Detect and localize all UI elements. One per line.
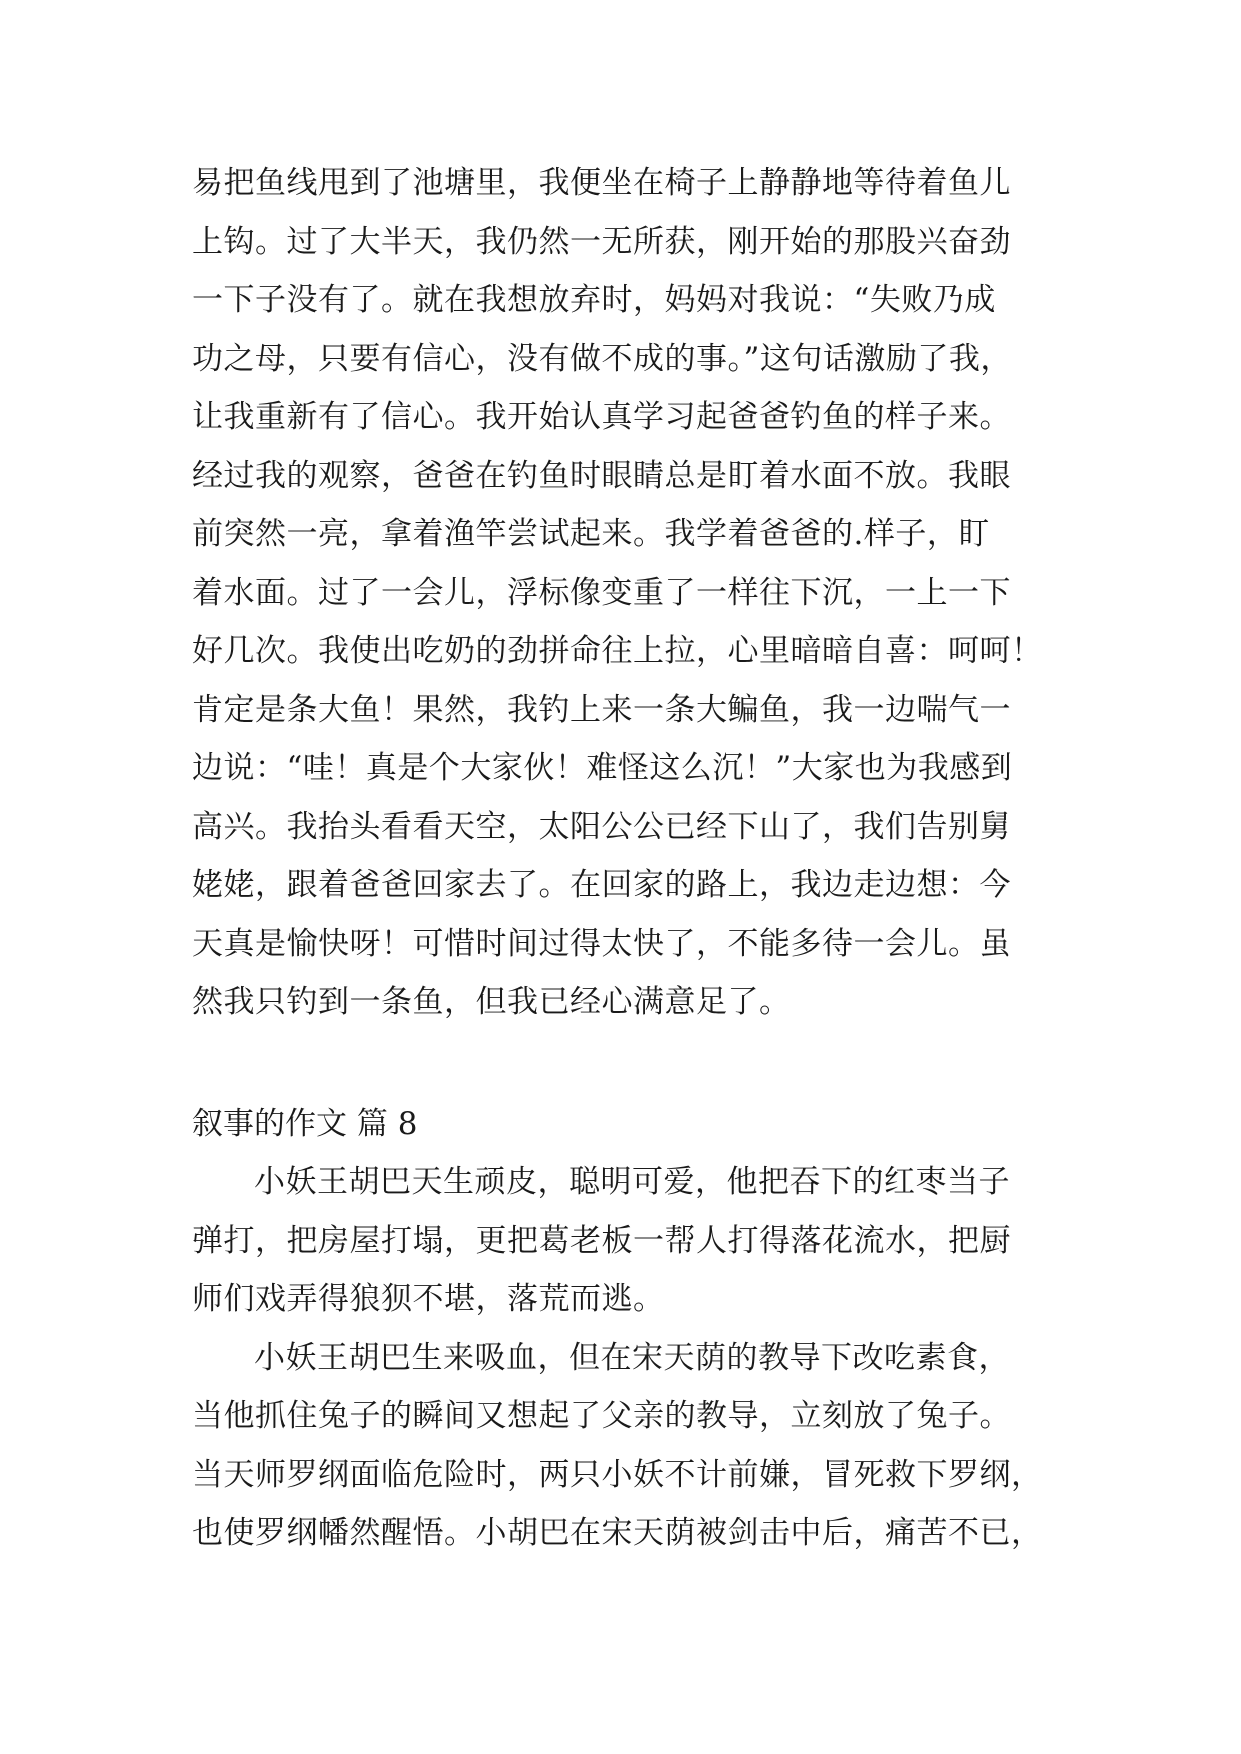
text-line: 功之母，只要有信心，没有做不成的事。”这句话激励了我， (192, 340, 1012, 377)
text-line: 好几次。我使出吃奶的劲拼命往上拉，心里暗暗自喜：呵呵！ (192, 633, 1043, 669)
text-line: 天真是愉快呀！可惜时间过得太快了，不能多待一会儿。虽 (192, 925, 1011, 962)
text-line: 然我只钓到一条鱼，但我已经心满意足了。 (192, 984, 791, 1020)
text-line: 当他抓住兔子的瞬间又想起了父亲的教导，立刻放了兔子。 (192, 1398, 1011, 1434)
paragraph-first-line: 小妖王胡巴天生顽皮，聪明可爱，他把吞下的红枣当子 (254, 1164, 1010, 1200)
text-line: 高兴。我抬头看看天空，太阳公公已经下山了，我们告别舅 (192, 808, 1011, 845)
text-line: 当天师罗纲面临危险时，两只小妖不计前嫌，冒死救下罗纲， (192, 1456, 1043, 1493)
text-line: 前突然一亮，拿着渔竿尝试起来。我学着爸爸的.样子，盯 (192, 516, 990, 552)
text-line: 上钩。过了大半天，我仍然一无所获，刚开始的那股兴奋劲 (192, 223, 1011, 260)
text-line: 也使罗纲幡然醒悟。小胡巴在宋天荫被剑击中后，痛苦不已， (192, 1515, 1043, 1551)
text-line: 肯定是条大鱼！果然，我钓上来一条大鳊鱼，我一边喘气一 (192, 691, 1011, 728)
text-line: 经过我的观察，爸爸在钓鱼时眼睛总是盯着水面不放。我眼 (192, 457, 1011, 494)
text-line: 姥姥，跟着爸爸回家去了。在回家的路上，我边走边想：今 (192, 867, 1011, 903)
text-line: 师们戏弄得狼狈不堪，落荒而逃。 (192, 1281, 665, 1317)
text-line: 让我重新有了信心。我开始认真学习起爸爸钓鱼的样子来。 (192, 399, 1011, 435)
story-text-part1 (192, 154, 1072, 1032)
text-line: 易把鱼线甩到了池塘里，我便坐在椅子上静静地等待着鱼儿 (192, 165, 1011, 201)
text-line: 着水面。过了一会儿，浮标像变重了一样往下沉，一上一下 (192, 574, 1011, 611)
section-heading: 叙事的作文 篇 8 (192, 1106, 418, 1142)
text-line: 弹打，把房屋打塌，更把葛老板一帮人打得落花流水，把厨 (192, 1222, 1011, 1259)
text-line: 边说：“哇！真是个大家伙！难怪这么沉！”大家也为我感到 (192, 750, 1013, 786)
story-text-part2 (192, 1153, 1072, 1563)
text-line: 一下子没有了。就在我想放弃时，妈妈对我说：“失败乃成 (192, 282, 996, 318)
paragraph-first-line: 小妖王胡巴生来吸血，但在宋天荫的教导下改吃素食， (254, 1339, 1010, 1376)
